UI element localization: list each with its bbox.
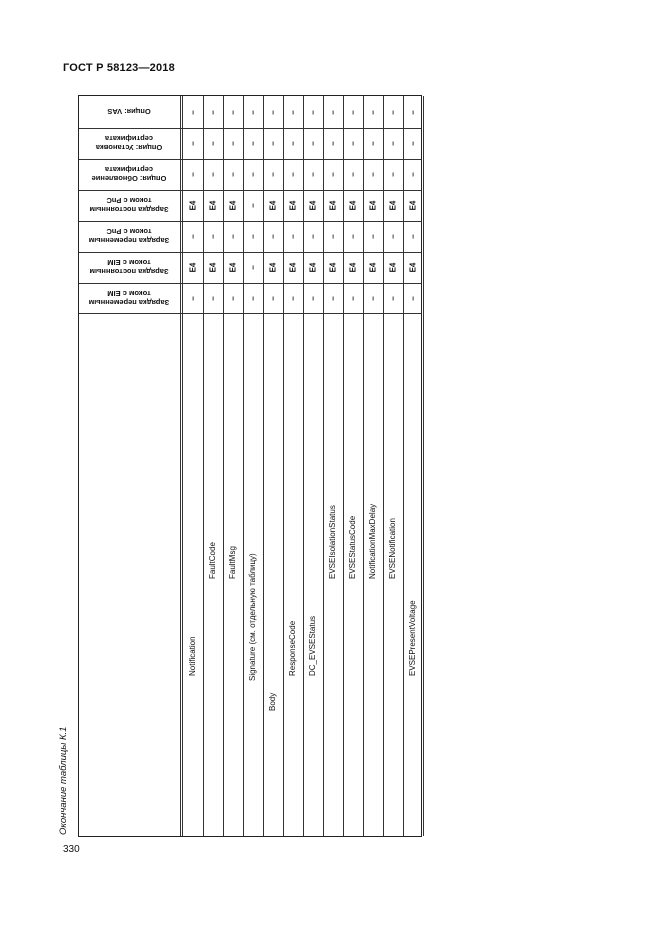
table-cell (403, 190, 423, 221)
table-cell (243, 221, 263, 252)
table-cell (323, 96, 343, 128)
table-cell (323, 221, 343, 252)
cell-value: – (288, 109, 298, 115)
table-cell (263, 283, 283, 313)
cell-value: – (348, 172, 358, 177)
table-caption: Окончание таблицы К.1 (58, 726, 69, 835)
cell-value: – (248, 265, 258, 270)
cell-value: – (408, 141, 418, 146)
table-k1 (78, 95, 422, 837)
table-cell (183, 252, 203, 283)
table-cell (283, 128, 303, 159)
table-cell (303, 128, 323, 159)
standard-header: ГОСТ Р 58123—2018 (63, 62, 175, 74)
column-header: Опция: Установка сертификата (95, 134, 163, 153)
cell-value: – (208, 172, 218, 177)
cell-value: – (208, 141, 218, 146)
table-cell (223, 96, 243, 128)
cell-value: – (368, 141, 378, 146)
table-cell (263, 159, 283, 190)
table-cell (303, 283, 323, 313)
table-cell (283, 252, 303, 283)
table-cell (343, 221, 363, 252)
cell-value: – (388, 172, 398, 177)
column-header: Зарядка постоянным током с PnC (89, 196, 169, 215)
table-cell (223, 283, 243, 313)
cell-value: E4 (368, 200, 378, 211)
cell-value: – (248, 109, 258, 115)
cell-value: – (228, 109, 238, 115)
table-cell (243, 252, 263, 283)
table-cell (363, 159, 383, 190)
cell-value: E4 (208, 200, 218, 211)
table-cell (403, 283, 423, 313)
table-cell (343, 159, 363, 190)
cell-value: – (328, 141, 338, 146)
row-divider (180, 96, 181, 836)
table-cell (263, 128, 283, 159)
table-cell (303, 190, 323, 221)
cell-value: – (208, 109, 218, 115)
cell-value: – (268, 141, 278, 146)
cell-value: – (308, 295, 318, 301)
cell-value: – (248, 141, 258, 146)
cell-value: – (288, 295, 298, 301)
cell-value: – (268, 295, 278, 301)
table-cell (403, 128, 423, 159)
table-cell (323, 128, 343, 159)
table-cell (203, 252, 223, 283)
table-cell (363, 252, 383, 283)
table-cell (363, 96, 383, 128)
table-cell (203, 190, 223, 221)
cell-value: E4 (268, 200, 278, 211)
row-label: FaultMsg (228, 546, 237, 579)
cell-value: – (328, 295, 338, 301)
header-divider (79, 313, 421, 314)
cell-value: – (248, 295, 258, 301)
cell-value: – (348, 234, 358, 239)
table-cell (403, 221, 423, 252)
row-label: NotificationMaxDelay (368, 503, 377, 579)
cell-value: E4 (348, 262, 358, 273)
table-cell (223, 159, 243, 190)
table-cell (243, 128, 263, 159)
cell-value: – (388, 109, 398, 115)
cell-value: – (308, 109, 318, 115)
table-cell (363, 190, 383, 221)
table-cell (183, 128, 203, 159)
cell-value: – (268, 234, 278, 239)
table-cell (383, 128, 403, 159)
column-header: Опция: Обновление сертификата (91, 165, 167, 184)
cell-value: – (368, 234, 378, 239)
cell-value: – (368, 295, 378, 301)
cell-value: – (288, 172, 298, 177)
table-cell (223, 252, 243, 283)
table-cell (183, 221, 203, 252)
table-cell (303, 96, 323, 128)
cell-value: E4 (228, 200, 238, 211)
cell-value: – (188, 141, 198, 146)
cell-value: – (248, 172, 258, 177)
table-cell (203, 96, 223, 128)
cell-value: – (408, 295, 418, 301)
cell-value: E4 (268, 262, 278, 273)
column-header: Зарядка переменным током с EIM (88, 289, 170, 307)
table-cell (203, 221, 223, 252)
table-cell (183, 96, 203, 128)
cell-value: E4 (308, 200, 318, 211)
cell-value: E4 (408, 200, 418, 211)
table-cell (283, 190, 303, 221)
column-header: Зарядка переменным током с PnC (88, 227, 170, 246)
row-label: EVSEIsolationStatus (328, 505, 337, 579)
table-cell (263, 221, 283, 252)
table-cell (343, 283, 363, 313)
table-cell (303, 159, 323, 190)
cell-value: – (268, 109, 278, 115)
cell-value: – (348, 295, 358, 301)
table-cell (283, 159, 303, 190)
table-cell (243, 96, 263, 128)
table-cell (343, 128, 363, 159)
table-cell (263, 96, 283, 128)
cell-value: – (348, 141, 358, 146)
table-cell (183, 283, 203, 313)
table-cell (283, 221, 303, 252)
column-header: Опция: VAS (107, 107, 151, 117)
row-label: EVSENotification (388, 518, 397, 579)
cell-value: – (228, 295, 238, 301)
cell-value: – (388, 234, 398, 239)
cell-value: – (408, 234, 418, 239)
cell-value: – (288, 234, 298, 239)
table-cell (363, 283, 383, 313)
cell-value: – (248, 234, 258, 239)
cell-value: E4 (228, 262, 238, 273)
row-label: Body (268, 692, 277, 711)
table-cell (343, 190, 363, 221)
table-cell (183, 190, 203, 221)
table-cell (203, 128, 223, 159)
cell-value: – (188, 172, 198, 177)
row-label: EVSEPresentVoltage (408, 600, 417, 676)
cell-value: – (328, 234, 338, 239)
row-label: DC_EVSEStatus (308, 615, 317, 676)
row-label: Signature (см. отдельную таблицу) (248, 553, 257, 681)
cell-value: E4 (288, 262, 298, 273)
cell-value: – (368, 109, 378, 115)
page-number: 330 (63, 844, 80, 855)
table-cell (383, 283, 403, 313)
cell-value: E4 (408, 262, 418, 273)
cell-value: – (288, 141, 298, 146)
table-cell (223, 128, 243, 159)
cell-value: – (308, 234, 318, 239)
cell-value: – (248, 203, 258, 208)
table-cell (243, 283, 263, 313)
cell-value: – (388, 295, 398, 301)
table-cell (243, 159, 263, 190)
cell-value: – (368, 172, 378, 177)
cell-value: E4 (328, 262, 338, 273)
row-label: Notification (188, 636, 197, 676)
cell-value: – (208, 295, 218, 301)
table-cell (243, 190, 263, 221)
table-cell (323, 159, 343, 190)
cell-value: E4 (348, 200, 358, 211)
cell-value: – (228, 172, 238, 177)
column-header: Зарядка постоянным током с EIM (89, 258, 169, 277)
cell-value: E4 (368, 262, 378, 273)
table-cell (263, 252, 283, 283)
cell-value: E4 (388, 200, 398, 211)
cell-value: E4 (388, 262, 398, 273)
cell-value: – (188, 295, 198, 301)
cell-value: – (268, 172, 278, 177)
table-cell (383, 221, 403, 252)
cell-value: – (228, 141, 238, 146)
row-label: EVSEStatusCode (348, 515, 357, 579)
cell-value: – (308, 141, 318, 146)
table-cell (223, 190, 243, 221)
table-cell (363, 221, 383, 252)
cell-value: E4 (208, 262, 218, 273)
table-cell (263, 190, 283, 221)
cell-value: – (188, 109, 198, 115)
cell-value: – (348, 109, 358, 115)
table-cell (343, 96, 363, 128)
cell-value: E4 (188, 200, 198, 211)
cell-value: – (408, 172, 418, 177)
row-label: FaultCode (208, 542, 217, 579)
table-cell (303, 221, 323, 252)
table-cell (383, 190, 403, 221)
cell-value: – (228, 234, 238, 239)
cell-value: – (208, 234, 218, 239)
table-cell (383, 252, 403, 283)
table-cell (403, 252, 423, 283)
table-cell (383, 159, 403, 190)
cell-value: – (388, 141, 398, 146)
table-cell (363, 128, 383, 159)
table-cell (383, 96, 403, 128)
cell-value: – (328, 172, 338, 177)
table-cell (283, 283, 303, 313)
table-cell (403, 96, 423, 128)
cell-value: – (308, 172, 318, 177)
cell-value: E4 (308, 262, 318, 273)
table-cell (203, 283, 223, 313)
cell-value: – (188, 234, 198, 239)
table-cell (183, 159, 203, 190)
cell-value: E4 (328, 200, 338, 211)
table-cell (203, 159, 223, 190)
table-cell (283, 96, 303, 128)
row-divider (423, 96, 424, 836)
cell-value: E4 (288, 200, 298, 211)
table-cell (323, 252, 343, 283)
cell-value: – (408, 109, 418, 115)
table-cell (323, 190, 343, 221)
cell-value: E4 (188, 262, 198, 273)
table-cell (223, 221, 243, 252)
table-cell (303, 252, 323, 283)
table-cell (343, 252, 363, 283)
cell-value: – (328, 109, 338, 115)
table-cell (323, 283, 343, 313)
row-label: ResponseCode (288, 620, 297, 676)
table-cell (403, 159, 423, 190)
